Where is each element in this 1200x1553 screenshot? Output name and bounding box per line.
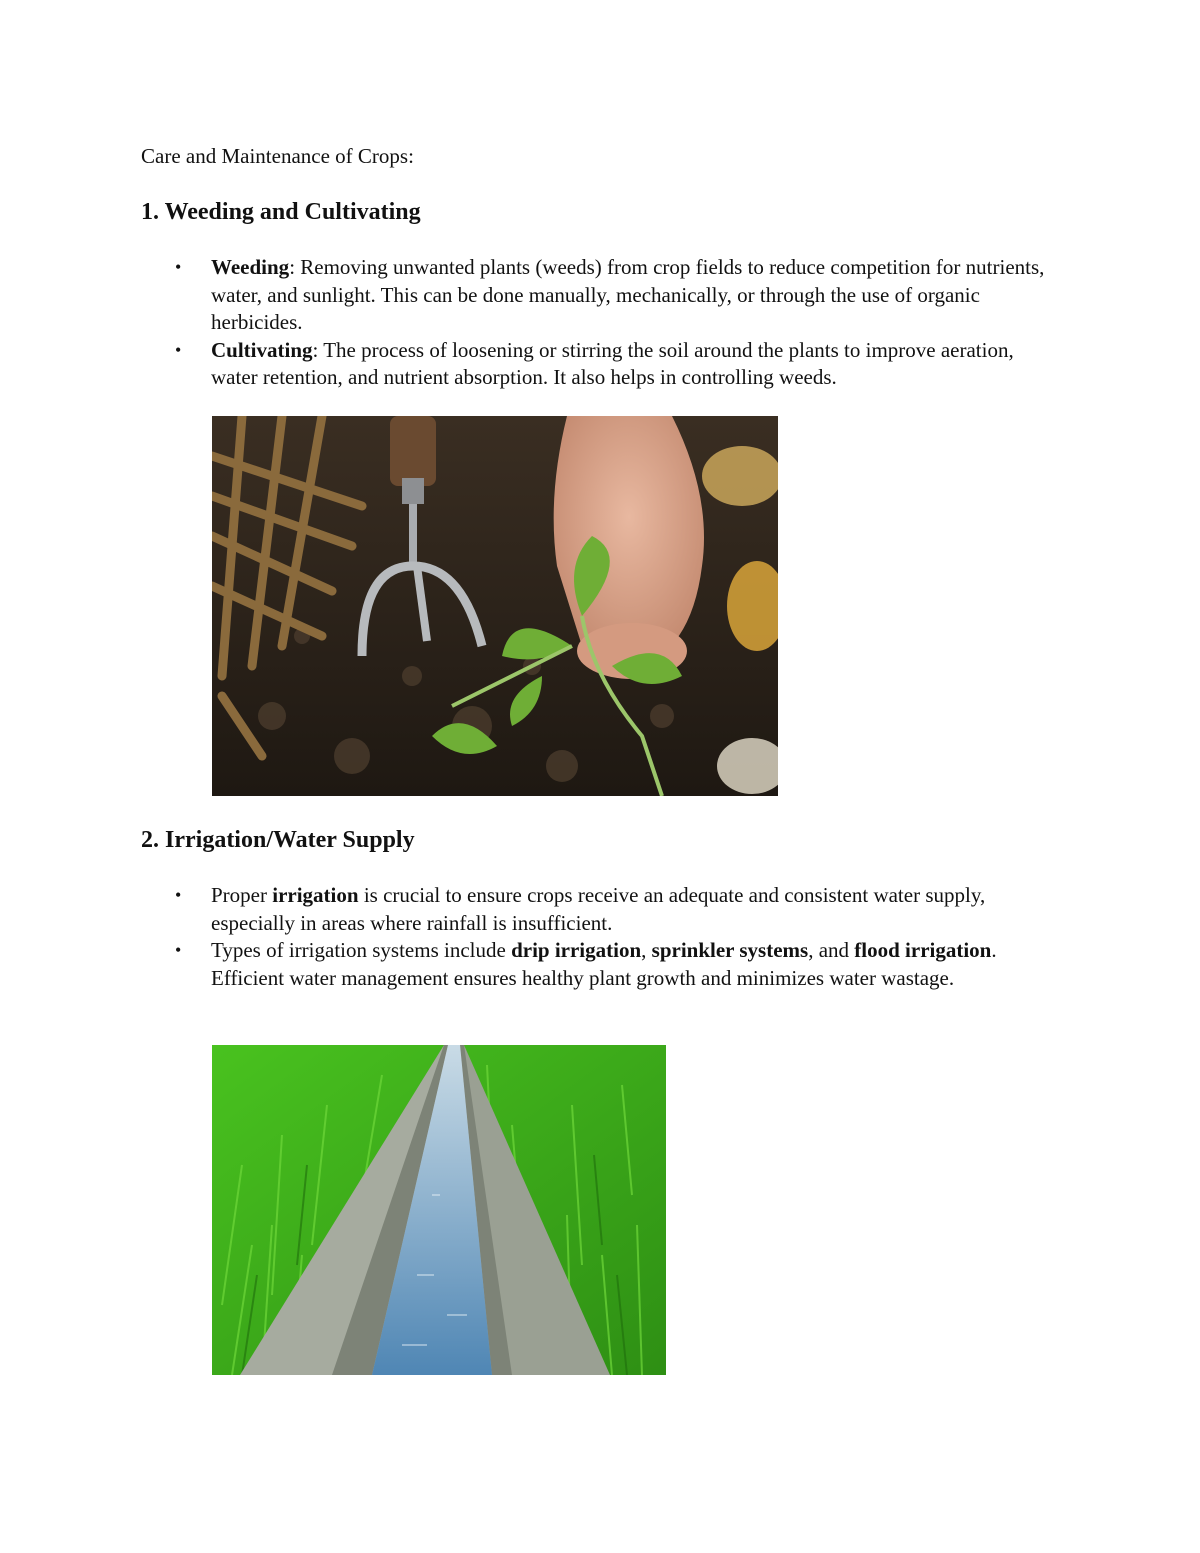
weeding-photo bbox=[212, 416, 778, 796]
bullet-bold-term: irrigation bbox=[272, 883, 359, 907]
list-item bbox=[141, 937, 1061, 992]
bullet-bold-term: drip irrigation bbox=[511, 938, 642, 962]
bullet-text: : Removing unwanted plants (weeds) from crop fields to reduce competition for nutrients, water, and sunlight. This can be done manually, mechanically, or through the use of organic herbicides. bbox=[211, 255, 1045, 334]
bullet-dot: • bbox=[175, 885, 182, 905]
bullet-term: Weeding bbox=[211, 255, 290, 279]
section-heading-weeding: 1. Weeding and Cultivating bbox=[141, 199, 421, 225]
bullet-term: Cultivating bbox=[211, 337, 313, 362]
bullet-bold-term: flood irrigation bbox=[854, 938, 992, 962]
bullet-text: . Efficient water management ensures healthy plant growth and minimizes water wastage. bbox=[211, 938, 997, 990]
bullet-text: , and bbox=[808, 938, 855, 962]
irrigation-photo-illustration bbox=[212, 1045, 666, 1375]
bullet-text: Proper bbox=[211, 883, 273, 907]
list-item bbox=[141, 337, 1061, 392]
bullet-text: is crucial to ensure crops receive an adequate and consistent water supply, especially in areas where rainfall is insufficient. bbox=[211, 883, 986, 935]
bullet-dot: • bbox=[175, 940, 182, 960]
section-heading-irrigation: 2. Irrigation/Water Supply bbox=[141, 827, 415, 853]
list-item bbox=[141, 882, 1061, 937]
irrigation-bullet-list bbox=[141, 882, 1061, 992]
document-title: Care and Maintenance of Crops: bbox=[141, 144, 414, 168]
bullet-dot: • bbox=[175, 339, 182, 360]
bullet-text: Types of irrigation systems include bbox=[211, 938, 512, 962]
weeding-bullet-list bbox=[141, 254, 1061, 392]
list-item bbox=[141, 254, 1061, 337]
bullet-bold-term: sprinkler systems bbox=[651, 938, 809, 962]
irrigation-canal-photo bbox=[212, 1045, 666, 1375]
bullet-text: , bbox=[641, 938, 652, 962]
bullet-dot: • bbox=[175, 257, 182, 277]
bullet-text: : The process of loosening or stirring the soil around the plants to improve aeration, water retention, and nutrient absorption. It also helps in controlling weeds. bbox=[211, 337, 1014, 389]
weeding-photo-illustration bbox=[212, 416, 778, 796]
